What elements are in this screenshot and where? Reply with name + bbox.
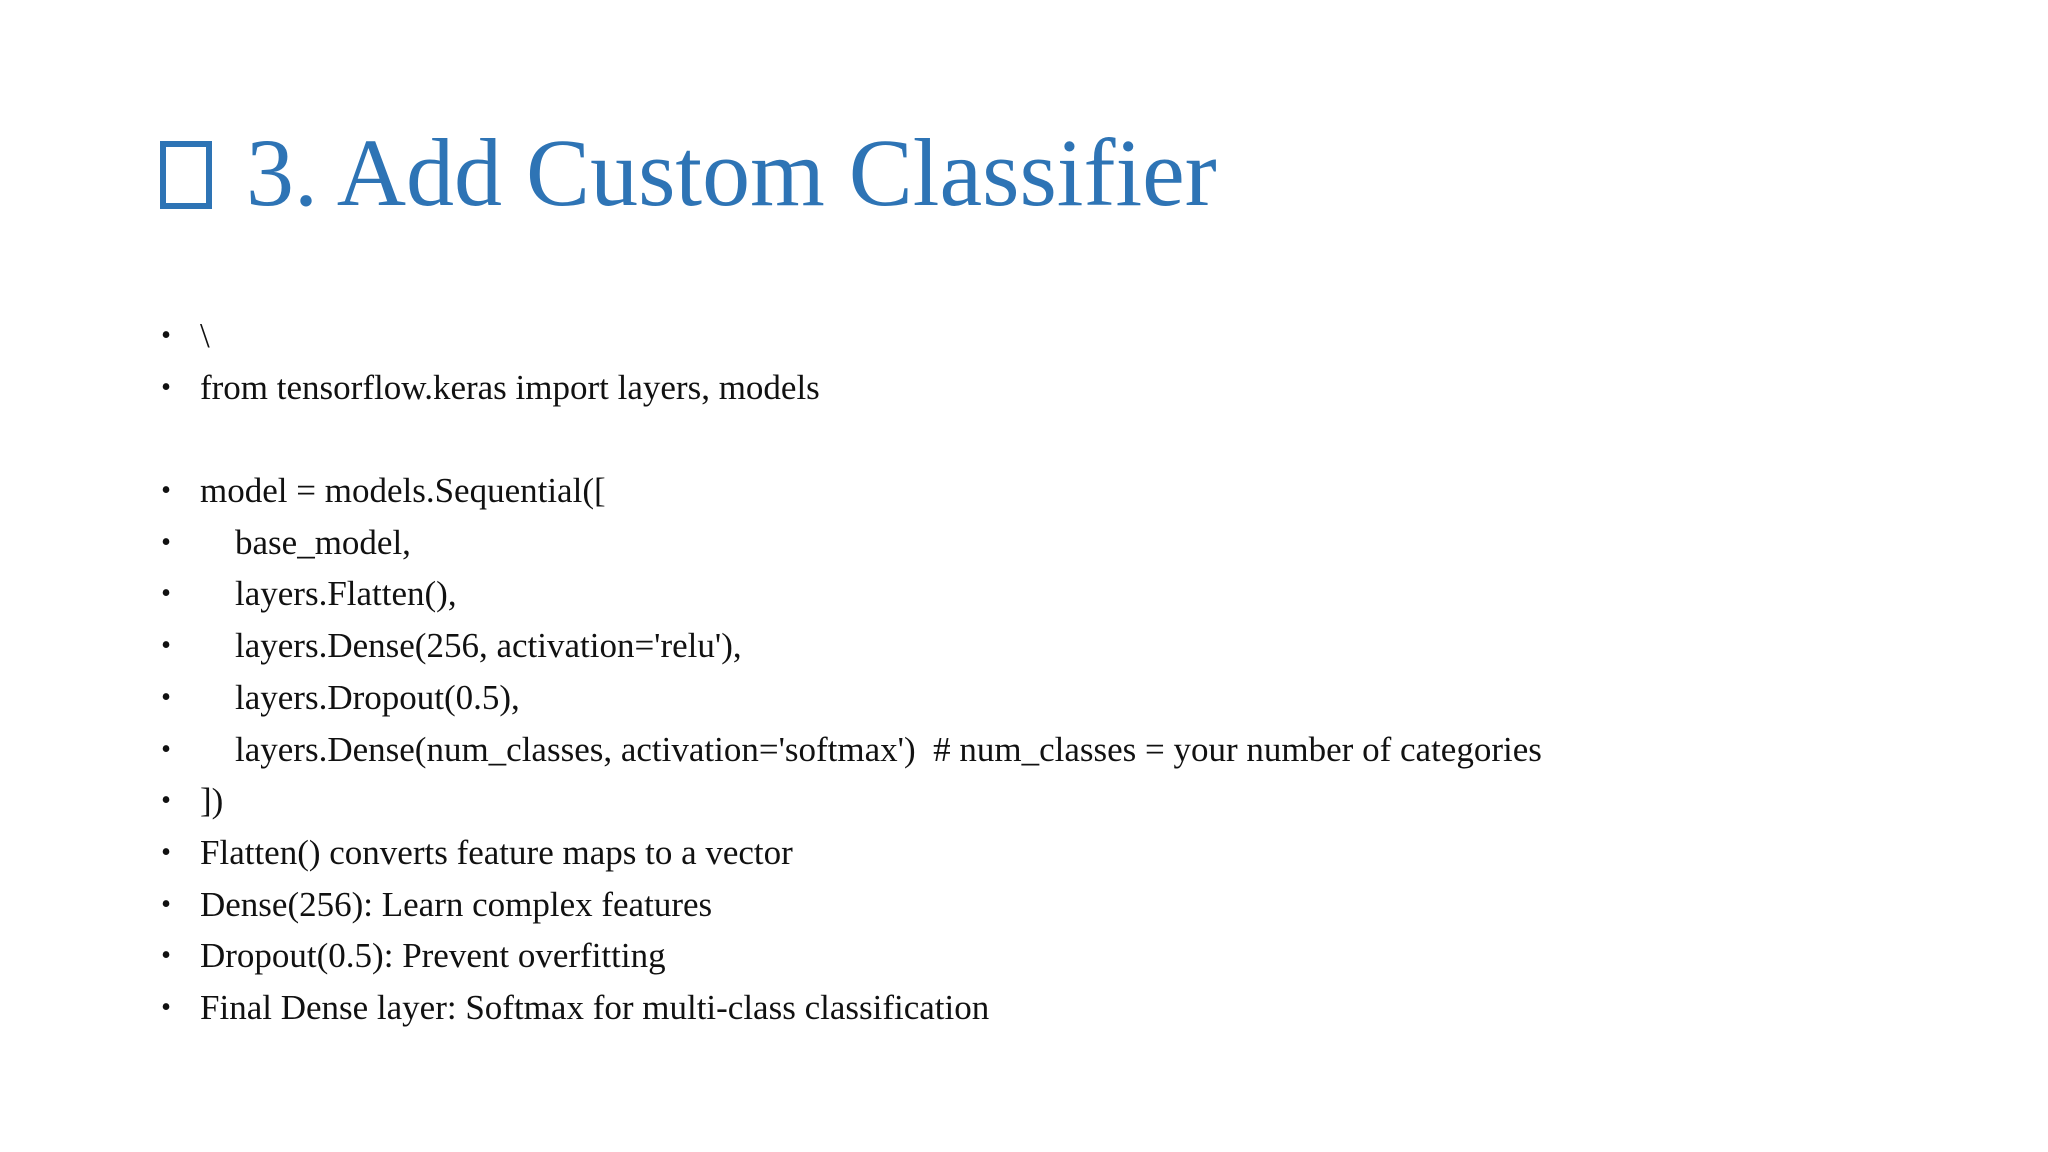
bullet-marker: • <box>161 940 171 972</box>
bullet-text: layers.Dense(256, activation='relu'), <box>200 626 742 666</box>
bullet-item <box>156 517 1956 569</box>
bullet-item <box>156 362 1956 414</box>
bullet-text: Dropout(0.5): Prevent overfitting <box>200 936 666 976</box>
bullet-text: layers.Dropout(0.5), <box>200 677 520 717</box>
bullet-text: Flatten() converts feature maps to a vector <box>200 832 793 872</box>
bullet-marker: • <box>161 681 171 713</box>
bullet-item <box>156 827 1956 879</box>
bullet-marker: • <box>161 475 171 507</box>
bullet-marker: • <box>161 630 171 662</box>
slide-title: 3. Add Custom Classifier <box>246 119 1217 226</box>
bullet-marker: • <box>161 526 171 558</box>
bullet-text: \ <box>200 316 210 355</box>
bullet-text: Final Dense layer: Softmax for multi-class classification <box>200 987 990 1027</box>
slide-title-row <box>160 118 1217 228</box>
bullet-marker: • <box>161 888 171 920</box>
bullet-marker: • <box>161 733 171 765</box>
blank-line <box>156 413 1956 465</box>
bullet-marker: • <box>161 320 171 351</box>
bullet-marker: • <box>161 785 171 817</box>
bullet-text: base_model, <box>200 522 411 562</box>
bullet-text: from tensorflow.keras import layers, models <box>200 367 820 407</box>
bullet-item <box>156 568 1956 620</box>
bullet-item <box>156 465 1956 517</box>
bullet-text: ]) <box>200 781 224 821</box>
bullet-item <box>156 879 1956 931</box>
bullet-marker: • <box>161 578 171 610</box>
bullet-item <box>156 310 1956 362</box>
bullet-text: Dense(256): Learn complex features <box>200 884 713 924</box>
bullet-text: layers.Dense(num_classes, activation='softmax') # num_classes = your number of categories <box>200 729 1542 769</box>
bullet-item <box>156 930 1956 982</box>
bullet-item <box>156 775 1956 827</box>
bullet-marker: • <box>161 371 171 403</box>
bullet-item <box>156 672 1956 724</box>
bullet-marker: • <box>161 836 171 868</box>
bullet-text: layers.Flatten(), <box>200 574 457 614</box>
bullet-item <box>156 982 1956 1034</box>
bullet-marker: • <box>161 991 171 1023</box>
square-icon <box>160 141 212 209</box>
bullet-item <box>156 724 1956 776</box>
bullet-item <box>156 620 1956 672</box>
bullet-text: model = models.Sequential([ <box>200 471 606 511</box>
bullet-list <box>156 310 1956 1034</box>
